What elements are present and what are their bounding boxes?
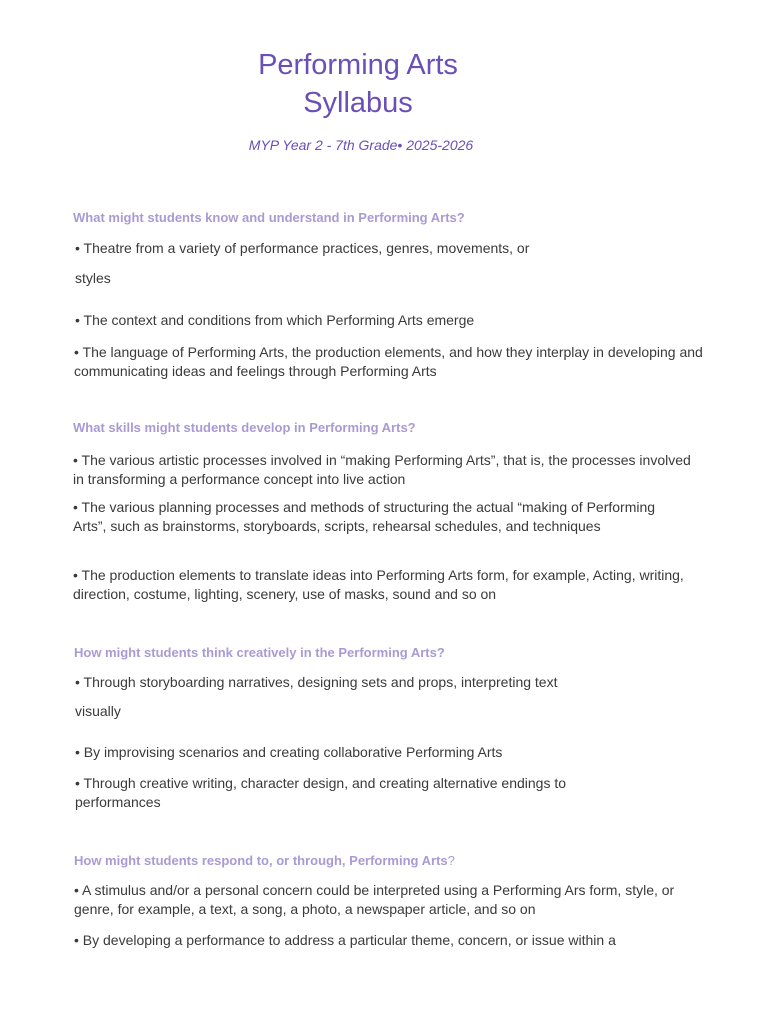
section-heading-know-understand: What might students know and understand in Performing Arts? — [73, 210, 465, 225]
list-item: • The various artistic processes involved in “making Performing Arts”, that is, the processes involved in transforming a performance concept into live action — [73, 452, 691, 487]
list-item: • The context and conditions from which Performing Arts emerge — [75, 312, 475, 328]
list-item: • Through creative writing, character design, and creating alternative endings to performances — [75, 775, 567, 810]
section-heading-skills: What skills might students develop in Performing Arts? — [73, 420, 416, 435]
document-title-line-1: Performing Arts — [258, 49, 458, 81]
section-heading-think-creatively: How might students think creatively in the Performing Arts? — [74, 645, 445, 660]
section-heading-text: How might students respond to, or through, Performing Arts — [74, 853, 448, 868]
list-item: • The language of Performing Arts, the production elements, and how they interplay in developing and communicating ideas and feelings through Performing Arts — [74, 344, 703, 379]
list-item: • The various planning processes and methods of structuring the actual “making of Performing Arts”, such as brainstorms, storyboards, scripts, rehearsal schedules, and techniques — [73, 499, 656, 534]
list-item: • Theatre from a variety of performance practices, genres, movements, or — [75, 240, 530, 256]
list-item: • By developing a performance to address a particular theme, concern, or issue within a — [74, 932, 616, 948]
list-item: • By improvising scenarios and creating collaborative Performing Arts — [75, 744, 503, 760]
document-title-line-2: Syllabus — [303, 87, 413, 119]
list-item: • A stimulus and/or a personal concern could be interpreted using a Performing Ars form, style, or genre, for example, a text, a song, a photo, a newspaper article, and so on — [74, 882, 675, 917]
list-item: • The production elements to translate ideas into Performing Arts form, for example, Acting, writing, direction, costume, lighting, scenery, use of masks, sound and so on — [73, 567, 684, 602]
list-item: visually — [75, 703, 121, 719]
list-item: styles — [75, 270, 111, 286]
section-heading-respond — [74, 852, 455, 870]
question-mark: ? — [447, 853, 455, 868]
list-item: • Through storyboarding narratives, designing sets and props, interpreting text — [75, 674, 558, 690]
document-subtitle: MYP Year 2 - 7th Grade• 2025-2026 — [248, 137, 474, 153]
